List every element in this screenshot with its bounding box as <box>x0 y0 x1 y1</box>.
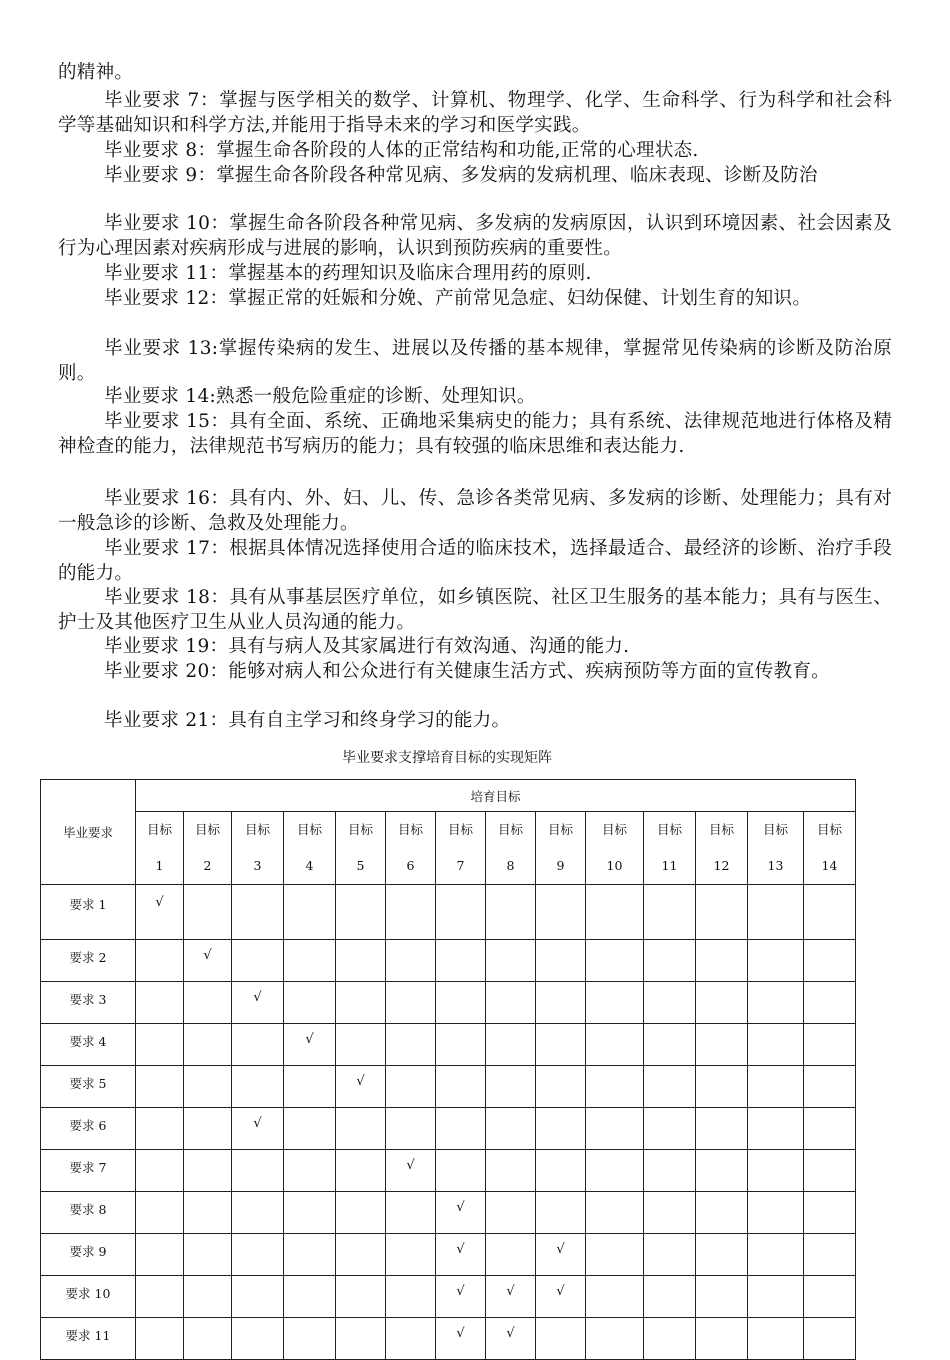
empty-cell <box>184 885 232 940</box>
goal-number: 11 <box>661 858 678 873</box>
empty-cell <box>436 1150 486 1192</box>
goal-header-11 <box>644 812 696 885</box>
empty-cell <box>284 982 336 1024</box>
goal-word: 目标 <box>497 822 523 837</box>
empty-cell <box>232 1234 284 1276</box>
goal-header-13 <box>748 812 804 885</box>
empty-cell <box>644 885 696 940</box>
empty-cell <box>184 1192 232 1234</box>
goal-header-5 <box>336 812 386 885</box>
goal-header-7 <box>436 812 486 885</box>
requirement-label: 要求 3 <box>41 982 136 1024</box>
empty-cell <box>386 1066 436 1108</box>
empty-cell <box>184 1318 232 1360</box>
goal-number: 5 <box>356 858 365 873</box>
empty-cell <box>386 1234 436 1276</box>
empty-cell <box>586 1234 644 1276</box>
empty-cell <box>536 1318 586 1360</box>
empty-cell <box>586 885 644 940</box>
goal-number: 6 <box>406 858 415 873</box>
empty-cell <box>436 940 486 982</box>
check-mark-cell: √ <box>486 1276 536 1318</box>
empty-cell <box>336 1318 386 1360</box>
empty-cell <box>748 1066 804 1108</box>
empty-cell <box>386 1276 436 1318</box>
goal-header-12 <box>696 812 748 885</box>
empty-cell <box>486 1234 536 1276</box>
empty-cell <box>696 1066 748 1108</box>
empty-cell <box>336 1150 386 1192</box>
goal-header-10 <box>586 812 644 885</box>
empty-cell <box>748 1234 804 1276</box>
empty-cell <box>804 1108 856 1150</box>
empty-cell <box>284 1234 336 1276</box>
empty-cell <box>644 1150 696 1192</box>
empty-cell <box>386 1192 436 1234</box>
empty-cell <box>748 1276 804 1318</box>
empty-cell <box>486 885 536 940</box>
empty-cell <box>232 1192 284 1234</box>
empty-cell <box>336 885 386 940</box>
empty-cell <box>184 1234 232 1276</box>
check-mark-cell: √ <box>436 1234 486 1276</box>
goal-header-2 <box>184 812 232 885</box>
empty-cell <box>696 885 748 940</box>
goal-number: 14 <box>821 858 838 873</box>
check-mark-cell: √ <box>536 1276 586 1318</box>
requirement-label: 要求 4 <box>41 1024 136 1066</box>
empty-cell <box>804 1234 856 1276</box>
goal-word: 目标 <box>194 822 220 837</box>
check-mark-cell: √ <box>486 1318 536 1360</box>
empty-cell <box>336 940 386 982</box>
empty-cell <box>386 940 436 982</box>
empty-cell <box>136 1150 184 1192</box>
empty-cell <box>644 1066 696 1108</box>
empty-cell <box>696 940 748 982</box>
check-mark-cell: √ <box>436 1192 486 1234</box>
row-header-cell: 毕业要求 <box>41 780 136 885</box>
empty-cell <box>696 1150 748 1192</box>
requirement-21: 毕业要求 21：具有自主学习和终身学习的能力。 <box>104 710 511 731</box>
empty-cell <box>184 982 232 1024</box>
table-row <box>41 1066 856 1108</box>
empty-cell <box>136 1192 184 1234</box>
goal-word: 目标 <box>296 822 322 837</box>
check-mark-cell: √ <box>336 1066 386 1108</box>
empty-cell <box>748 940 804 982</box>
requirement-17: 毕业要求 17：根据具体情况选择使用合适的临床技术，选择最适合、最经济的诊断、治疗手段的能力。 <box>58 538 892 584</box>
requirement-10: 毕业要求 10：掌握生命各阶段各种常见病、多发病的发病原因，认识到环境因素、社会因素及行为心理因素对疾病形成与进展的影响，认识到预防疾病的重要性。 <box>58 213 892 259</box>
header-row-goals <box>41 812 856 885</box>
empty-cell <box>696 982 748 1024</box>
empty-cell <box>804 940 856 982</box>
empty-cell <box>184 1066 232 1108</box>
empty-cell <box>804 1150 856 1192</box>
support-matrix-table <box>40 779 856 1360</box>
check-mark-cell: √ <box>436 1276 486 1318</box>
empty-cell <box>486 1150 536 1192</box>
requirement-16: 毕业要求 16：具有内、外、妇、儿、传、急诊各类常见病、多发病的诊断、处理能力；具有对一般急诊的诊断、急救及处理能力。 <box>58 488 892 534</box>
empty-cell <box>586 940 644 982</box>
empty-cell <box>386 885 436 940</box>
requirement-20: 毕业要求 20：能够对病人和公众进行有关健康生活方式、疾病预防等方面的宣传教育。 <box>104 661 830 682</box>
empty-cell <box>696 1108 748 1150</box>
goal-word: 目标 <box>656 822 682 837</box>
empty-cell <box>644 1276 696 1318</box>
table-row <box>41 885 856 940</box>
empty-cell <box>748 1024 804 1066</box>
goal-word: 目标 <box>244 822 270 837</box>
goal-header-1 <box>136 812 184 885</box>
empty-cell <box>336 1108 386 1150</box>
goal-number: 12 <box>713 858 730 873</box>
goal-number: 9 <box>556 858 565 873</box>
empty-cell <box>486 982 536 1024</box>
empty-cell <box>136 1024 184 1066</box>
empty-cell <box>586 1192 644 1234</box>
empty-cell <box>536 982 586 1024</box>
requirement-15: 毕业要求 15：具有全面、系统、正确地采集病史的能力；具有系统、法律规范地进行体格及精神检查的能力，法律规范书写病历的能力；具有较强的临床思维和表达能力. <box>58 411 892 457</box>
empty-cell <box>284 1276 336 1318</box>
goal-header-3 <box>232 812 284 885</box>
empty-cell <box>536 1150 586 1192</box>
empty-cell <box>586 1066 644 1108</box>
check-mark-cell: √ <box>184 940 232 982</box>
goal-number: 2 <box>203 858 212 873</box>
empty-cell <box>586 1318 644 1360</box>
empty-cell <box>232 1276 284 1318</box>
goal-number: 7 <box>456 858 465 873</box>
empty-cell <box>486 1192 536 1234</box>
empty-cell <box>184 1276 232 1318</box>
empty-cell <box>436 1108 486 1150</box>
empty-cell <box>536 1024 586 1066</box>
empty-cell <box>586 1108 644 1150</box>
requirement-label: 要求 1 <box>41 885 136 940</box>
empty-cell <box>136 1318 184 1360</box>
requirement-label: 要求 2 <box>41 940 136 982</box>
empty-cell <box>586 1150 644 1192</box>
goal-header-9 <box>536 812 586 885</box>
empty-cell <box>284 1318 336 1360</box>
check-mark-cell: √ <box>136 885 184 940</box>
goal-number: 1 <box>155 858 164 873</box>
goal-number: 8 <box>506 858 515 873</box>
empty-cell <box>436 1066 486 1108</box>
check-mark-cell: √ <box>232 1108 284 1150</box>
empty-cell <box>696 1276 748 1318</box>
goal-word: 目标 <box>547 822 573 837</box>
empty-cell <box>184 1150 232 1192</box>
goal-number: 13 <box>767 858 784 873</box>
check-mark-cell: √ <box>284 1024 336 1066</box>
empty-cell <box>644 1192 696 1234</box>
empty-cell <box>136 1066 184 1108</box>
header-row-group <box>41 780 856 812</box>
requirement-19: 毕业要求 19：具有与病人及其家属进行有效沟通、沟通的能力. <box>104 636 630 657</box>
empty-cell <box>586 1024 644 1066</box>
empty-cell <box>136 1276 184 1318</box>
goal-header-8 <box>486 812 536 885</box>
empty-cell <box>696 1318 748 1360</box>
empty-cell <box>486 1066 536 1108</box>
requirement-11: 毕业要求 11：掌握基本的药理知识及临床合理用药的原则. <box>104 263 592 284</box>
check-mark-cell: √ <box>436 1318 486 1360</box>
goal-number: 10 <box>606 858 623 873</box>
empty-cell <box>696 1192 748 1234</box>
table-row <box>41 1234 856 1276</box>
table-caption: 毕业要求支撑培育目标的实现矩阵 <box>342 750 552 766</box>
goal-word: 目标 <box>762 822 788 837</box>
empty-cell <box>586 982 644 1024</box>
group-header-cell: 培育目标 <box>136 780 856 812</box>
table-row <box>41 1150 856 1192</box>
empty-cell <box>804 1276 856 1318</box>
empty-cell <box>336 1192 386 1234</box>
empty-cell <box>386 1318 436 1360</box>
goal-word: 目标 <box>347 822 373 837</box>
empty-cell <box>232 1066 284 1108</box>
empty-cell <box>184 1108 232 1150</box>
goal-header-6 <box>386 812 436 885</box>
table-row <box>41 1024 856 1066</box>
empty-cell <box>184 1024 232 1066</box>
empty-cell <box>136 940 184 982</box>
table-row <box>41 1192 856 1234</box>
goal-word: 目标 <box>708 822 734 837</box>
empty-cell <box>696 1024 748 1066</box>
empty-cell <box>386 1108 436 1150</box>
goal-word: 目标 <box>601 822 627 837</box>
empty-cell <box>536 940 586 982</box>
empty-cell <box>644 1108 696 1150</box>
empty-cell <box>336 1024 386 1066</box>
empty-cell <box>232 1024 284 1066</box>
goal-number: 3 <box>253 858 262 873</box>
empty-cell <box>804 1066 856 1108</box>
empty-cell <box>284 1066 336 1108</box>
requirement-label: 要求 6 <box>41 1108 136 1150</box>
requirement-7: 毕业要求 7：掌握与医学相关的数学、计算机、物理学、化学、生命科学、行为科学和社会科学等基础知识和科学方法,并能用于指导未来的学习和医学实践。 <box>58 90 892 136</box>
empty-cell <box>486 1024 536 1066</box>
empty-cell <box>804 1024 856 1066</box>
empty-cell <box>804 1318 856 1360</box>
table-row <box>41 1276 856 1318</box>
table-row <box>41 1318 856 1360</box>
empty-cell <box>804 982 856 1024</box>
requirement-18: 毕业要求 18：具有从事基层医疗单位，如乡镇医院、社区卫生服务的基本能力；具有与医生、护士及其他医疗卫生从业人员沟通的能力。 <box>58 587 892 633</box>
empty-cell <box>436 1024 486 1066</box>
empty-cell <box>536 1066 586 1108</box>
requirement-label: 要求 10 <box>41 1276 136 1318</box>
requirement-9: 毕业要求 9：掌握生命各阶段各种常见病、多发病的发病机理、临床表现、诊断及防治 <box>104 165 818 186</box>
empty-cell <box>232 885 284 940</box>
goal-header-14 <box>804 812 856 885</box>
empty-cell <box>644 940 696 982</box>
check-mark-cell: √ <box>536 1234 586 1276</box>
requirement-label: 要求 5 <box>41 1066 136 1108</box>
empty-cell <box>486 940 536 982</box>
empty-cell <box>386 1024 436 1066</box>
goal-word: 目标 <box>816 822 842 837</box>
empty-cell <box>748 1108 804 1150</box>
empty-cell <box>748 1318 804 1360</box>
empty-cell <box>436 885 486 940</box>
empty-cell <box>536 885 586 940</box>
empty-cell <box>232 1318 284 1360</box>
paragraph-continuation: 的精神。 <box>58 62 134 83</box>
empty-cell <box>748 1150 804 1192</box>
empty-cell <box>336 982 386 1024</box>
empty-cell <box>644 1318 696 1360</box>
table-row <box>41 982 856 1024</box>
empty-cell <box>804 1192 856 1234</box>
empty-cell <box>644 1234 696 1276</box>
empty-cell <box>336 1234 386 1276</box>
goal-header-4 <box>284 812 336 885</box>
empty-cell <box>804 885 856 940</box>
goal-word: 目标 <box>397 822 423 837</box>
empty-cell <box>284 940 336 982</box>
empty-cell <box>284 1192 336 1234</box>
table-row <box>41 1108 856 1150</box>
empty-cell <box>486 1108 536 1150</box>
goal-number: 4 <box>305 858 314 873</box>
table-row <box>41 940 856 982</box>
empty-cell <box>232 1150 284 1192</box>
empty-cell <box>136 1234 184 1276</box>
empty-cell <box>336 1276 386 1318</box>
empty-cell <box>136 1108 184 1150</box>
check-mark-cell: √ <box>386 1150 436 1192</box>
empty-cell <box>748 1192 804 1234</box>
matrix-body <box>41 780 856 1360</box>
empty-cell <box>136 982 184 1024</box>
empty-cell <box>696 1234 748 1276</box>
empty-cell <box>748 885 804 940</box>
empty-cell <box>232 940 284 982</box>
check-mark-cell: √ <box>232 982 284 1024</box>
empty-cell <box>536 1192 586 1234</box>
requirement-label: 要求 11 <box>41 1318 136 1360</box>
requirement-label: 要求 9 <box>41 1234 136 1276</box>
requirement-12: 毕业要求 12：掌握正常的妊娠和分娩、产前常见急症、妇幼保健、计划生育的知识。 <box>104 288 812 309</box>
empty-cell <box>748 982 804 1024</box>
empty-cell <box>386 982 436 1024</box>
requirement-13: 毕业要求 13:掌握传染病的发生、进展以及传播的基本规律，掌握常见传染病的诊断及防治原则。 <box>58 338 892 384</box>
empty-cell <box>284 1108 336 1150</box>
requirement-label: 要求 7 <box>41 1150 136 1192</box>
requirement-label: 要求 8 <box>41 1192 136 1234</box>
goal-word: 目标 <box>447 822 473 837</box>
requirement-8: 毕业要求 8：掌握生命各阶段的人体的正常结构和功能,正常的心理状态. <box>104 140 699 161</box>
goal-word: 目标 <box>146 822 172 837</box>
requirement-14: 毕业要求 14:熟悉一般危险重症的诊断、处理知识。 <box>104 386 536 407</box>
empty-cell <box>644 982 696 1024</box>
empty-cell <box>586 1276 644 1318</box>
empty-cell <box>644 1024 696 1066</box>
empty-cell <box>436 982 486 1024</box>
empty-cell <box>284 885 336 940</box>
empty-cell <box>536 1108 586 1150</box>
empty-cell <box>284 1150 336 1192</box>
